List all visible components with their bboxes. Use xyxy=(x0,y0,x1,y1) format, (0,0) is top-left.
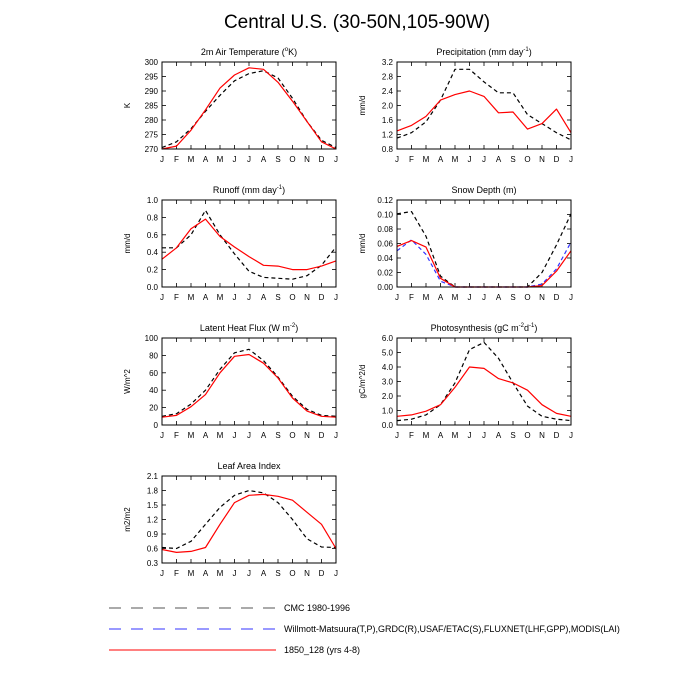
panel-title-sup: -2 xyxy=(518,323,525,329)
x-tick-label: S xyxy=(275,293,281,302)
series-line-0 xyxy=(397,212,571,287)
x-tick-label: J xyxy=(395,293,399,302)
x-tick-label: A xyxy=(495,293,502,302)
y-tick-label: 0.00 xyxy=(377,283,393,292)
panel-title-sup: o xyxy=(284,47,289,53)
y-tick-label: 4.0 xyxy=(381,363,393,372)
x-tick-label: J xyxy=(334,431,338,440)
x-tick-label: O xyxy=(524,293,531,302)
plot-frame xyxy=(397,62,571,149)
series-line-1 xyxy=(397,91,571,133)
x-tick-label: M xyxy=(216,569,224,578)
y-tick-label: 80 xyxy=(149,351,158,361)
y-tick-label: 290 xyxy=(144,87,158,96)
x-tick-label: S xyxy=(275,431,281,440)
panel-3 xyxy=(358,185,573,302)
y-tick-label: 2.4 xyxy=(381,87,393,96)
y-tick-label: 0.6 xyxy=(146,230,158,240)
x-tick-label: D xyxy=(318,431,325,440)
x-tick-label: D xyxy=(318,569,325,578)
series-line-0 xyxy=(397,342,571,420)
y-tick-label: 1.5 xyxy=(146,501,158,510)
panels xyxy=(123,47,573,578)
x-tick-label: O xyxy=(289,431,296,440)
x-tick-label: D xyxy=(318,293,325,302)
x-tick-label: M xyxy=(451,293,459,302)
panel-0 xyxy=(123,47,338,164)
y-tick-label: 100 xyxy=(144,334,158,343)
y-tick-label: 0.04 xyxy=(377,254,393,263)
series-line-2 xyxy=(397,241,571,287)
y-tick-label: 1.2 xyxy=(146,515,158,525)
y-tick-label: 285 xyxy=(144,101,158,111)
series-line-1 xyxy=(162,219,336,270)
x-tick-label: J xyxy=(247,431,251,440)
x-tick-label: J xyxy=(467,431,472,440)
y-tick-label: 20 xyxy=(149,403,158,413)
x-tick-label: M xyxy=(451,155,459,164)
panel-title-text: 2m Air Temperature ( xyxy=(200,47,285,57)
y-tick-label: 0.6 xyxy=(146,544,158,554)
series-line-1 xyxy=(162,68,336,149)
x-tick-label: M xyxy=(216,431,224,440)
x-tick-label: J xyxy=(482,155,486,164)
panel-2 xyxy=(123,185,338,302)
panel-title-text: Leaf Area Index xyxy=(217,461,281,471)
x-tick-label: J xyxy=(160,155,164,164)
x-tick-label: J xyxy=(334,155,338,164)
x-tick-label: J xyxy=(232,293,237,302)
x-tick-label: A xyxy=(437,155,444,164)
y-tick-label: 0.12 xyxy=(377,196,393,205)
x-tick-label: M xyxy=(451,431,459,440)
y-tick-label: 6.0 xyxy=(381,334,393,343)
x-tick-label: O xyxy=(524,431,531,440)
x-tick-label: F xyxy=(409,431,414,440)
panel-title-text: ) xyxy=(534,323,538,333)
panel-title xyxy=(217,461,281,471)
x-tick-label: A xyxy=(202,155,209,164)
x-tick-label: A xyxy=(260,155,267,164)
y-tick-label: 0.2 xyxy=(146,265,158,275)
y-axis-label: mm/d xyxy=(358,233,367,254)
y-tick-label: 2.0 xyxy=(381,101,393,111)
x-tick-label: A xyxy=(437,293,444,302)
y-tick-label: 0 xyxy=(153,421,158,430)
x-tick-label: J xyxy=(160,293,164,302)
x-tick-label: M xyxy=(187,431,195,440)
x-tick-label: A xyxy=(260,569,267,578)
series-line-1 xyxy=(162,494,336,552)
x-tick-label: J xyxy=(569,155,573,164)
x-tick-label: A xyxy=(202,569,209,578)
panel-title-text: Runoff (mm day xyxy=(212,185,277,195)
y-tick-label: 0.0 xyxy=(146,283,158,292)
x-tick-label: J xyxy=(334,569,338,578)
x-tick-label: A xyxy=(260,293,267,302)
x-tick-label: J xyxy=(395,155,399,164)
y-tick-label: 2.8 xyxy=(381,72,393,82)
x-tick-label: J xyxy=(160,431,164,440)
x-tick-label: D xyxy=(553,293,560,302)
y-tick-label: 0.08 xyxy=(377,225,393,234)
plot-frame xyxy=(397,200,571,287)
series-line-0 xyxy=(162,349,336,416)
y-tick-label: 270 xyxy=(144,145,158,154)
x-tick-label: F xyxy=(409,155,414,164)
x-tick-label: S xyxy=(275,569,281,578)
x-tick-label: M xyxy=(187,293,195,302)
panel-title xyxy=(431,323,538,333)
legend-label-1: Willmott-Matsuura(T,P),GRDC(R),USAF/ETAC(S),FLUXNET(LHF,GPP),MODIS(LAI) xyxy=(284,624,620,634)
y-tick-label: 40 xyxy=(149,386,158,396)
x-tick-label: N xyxy=(304,293,310,302)
x-tick-label: J xyxy=(569,431,573,440)
plot-frame xyxy=(162,476,336,563)
series-line-0 xyxy=(162,491,336,549)
y-tick-label: 3.2 xyxy=(381,58,393,67)
x-tick-label: J xyxy=(247,293,251,302)
x-tick-label: O xyxy=(524,155,531,164)
x-tick-label: A xyxy=(495,431,502,440)
x-tick-label: N xyxy=(304,155,310,164)
panel-1 xyxy=(358,47,573,164)
y-tick-label: 2.0 xyxy=(381,392,393,401)
x-tick-label: J xyxy=(232,431,237,440)
panel-title-text: K) xyxy=(288,47,298,57)
y-tick-label: 0.9 xyxy=(146,530,158,539)
y-axis-label: mm/d xyxy=(358,95,367,116)
x-tick-label: J xyxy=(232,155,237,164)
plot-frame xyxy=(162,200,336,287)
x-tick-label: J xyxy=(334,293,338,302)
figure-title: Central U.S. (30-50N,105-90W) xyxy=(223,12,491,33)
x-tick-label: F xyxy=(174,431,179,440)
panel-5 xyxy=(358,323,573,440)
x-tick-label: F xyxy=(174,293,179,302)
legend xyxy=(109,603,620,655)
y-tick-label: 0.06 xyxy=(377,239,393,249)
panel-title-text: ) xyxy=(528,47,532,57)
x-tick-label: J xyxy=(232,569,237,578)
x-tick-label: N xyxy=(539,155,545,164)
y-tick-label: 2.1 xyxy=(146,472,158,481)
y-tick-label: 3.0 xyxy=(381,377,393,387)
x-tick-label: N xyxy=(539,293,545,302)
panel-title xyxy=(213,185,285,195)
x-tick-label: M xyxy=(422,155,430,164)
series-line-0 xyxy=(397,69,571,140)
x-tick-label: N xyxy=(539,431,545,440)
x-tick-label: M xyxy=(187,155,195,164)
x-tick-label: J xyxy=(160,569,164,578)
x-tick-label: J xyxy=(247,569,251,578)
y-tick-label: 1.8 xyxy=(146,486,158,496)
x-tick-label: O xyxy=(289,569,296,578)
x-tick-label: O xyxy=(289,293,296,302)
x-tick-label: J xyxy=(569,293,573,302)
panel-title-text: d xyxy=(524,323,530,333)
x-tick-label: J xyxy=(482,431,486,440)
series-line-1 xyxy=(397,240,571,287)
x-tick-label: M xyxy=(187,569,195,578)
x-tick-label: M xyxy=(216,293,224,302)
panel-title-text: Snow Depth (m) xyxy=(451,185,517,195)
y-tick-label: 1.0 xyxy=(146,196,158,205)
panel-title-text: Precipitation (mm day xyxy=(436,47,524,57)
panel-4 xyxy=(123,323,338,440)
legend-label-0: CMC 1980-1996 xyxy=(284,603,351,613)
x-tick-label: O xyxy=(289,155,296,164)
y-tick-label: 0.10 xyxy=(377,210,393,220)
series-line-0 xyxy=(162,71,336,148)
x-tick-label: S xyxy=(510,293,516,302)
y-tick-label: 60 xyxy=(149,368,158,378)
x-tick-label: D xyxy=(553,431,560,440)
x-tick-label: M xyxy=(422,431,430,440)
x-tick-label: A xyxy=(202,431,209,440)
x-tick-label: F xyxy=(174,155,179,164)
y-tick-label: 0.8 xyxy=(381,145,393,154)
panel-title-text: ) xyxy=(295,323,299,333)
y-tick-label: 1.6 xyxy=(381,116,393,125)
panel-title xyxy=(451,185,516,195)
x-tick-label: J xyxy=(467,293,472,302)
panel-title-sup: -1 xyxy=(276,185,283,191)
y-axis-label: gC/m^2/d xyxy=(358,364,367,399)
x-tick-label: S xyxy=(510,431,516,440)
y-tick-label: 0.8 xyxy=(146,213,158,223)
y-tick-label: 280 xyxy=(144,116,158,125)
x-tick-label: J xyxy=(467,155,472,164)
panel-title-sup: -1 xyxy=(529,323,535,329)
y-tick-label: 1.2 xyxy=(381,130,393,140)
panel-title xyxy=(436,47,531,57)
x-tick-label: A xyxy=(495,155,502,164)
x-tick-label: M xyxy=(422,293,430,302)
x-tick-label: A xyxy=(202,293,209,302)
legend-label-2: 1850_128 (yrs 4-8) xyxy=(284,645,361,655)
y-tick-label: 0.4 xyxy=(146,248,158,258)
panel-title-sup: -2 xyxy=(289,323,296,329)
x-tick-label: F xyxy=(409,293,414,302)
y-tick-label: 0.02 xyxy=(377,268,393,278)
y-tick-label: 0.3 xyxy=(146,559,158,568)
x-tick-label: D xyxy=(553,155,560,164)
x-tick-label: F xyxy=(174,569,179,578)
series-line-1 xyxy=(397,367,571,416)
y-tick-label: 0.0 xyxy=(381,421,393,430)
x-tick-label: J xyxy=(247,155,251,164)
panel-title xyxy=(200,323,298,333)
x-tick-label: N xyxy=(304,569,310,578)
x-tick-label: S xyxy=(510,155,516,164)
y-tick-label: 5.0 xyxy=(381,348,393,358)
y-tick-label: 300 xyxy=(144,58,158,67)
y-axis-label: K xyxy=(123,102,132,109)
x-tick-label: A xyxy=(437,431,444,440)
x-tick-label: D xyxy=(318,155,325,164)
plot-frame xyxy=(162,62,336,149)
x-tick-label: J xyxy=(482,293,486,302)
series-line-1 xyxy=(162,355,336,418)
panel-title-sup: -1 xyxy=(523,47,529,53)
x-tick-label: M xyxy=(216,155,224,164)
y-tick-label: 295 xyxy=(144,72,158,82)
y-tick-label: 275 xyxy=(144,130,158,140)
x-tick-label: N xyxy=(304,431,310,440)
x-tick-label: A xyxy=(260,431,267,440)
y-axis-label: mm/d xyxy=(123,233,132,254)
y-tick-label: 1.0 xyxy=(381,406,393,416)
y-axis-label: W/m^2 xyxy=(123,369,132,394)
x-tick-label: J xyxy=(395,431,399,440)
panel-title-text: Photosynthesis (gC m xyxy=(430,323,519,333)
panel-6 xyxy=(123,461,338,578)
panel-title-text: Latent Heat Flux (W m xyxy=(199,323,290,333)
y-axis-label: m2/m2 xyxy=(123,507,132,532)
panel-title-text: ) xyxy=(282,185,286,195)
x-tick-label: S xyxy=(275,155,281,164)
panel-title xyxy=(201,47,297,57)
